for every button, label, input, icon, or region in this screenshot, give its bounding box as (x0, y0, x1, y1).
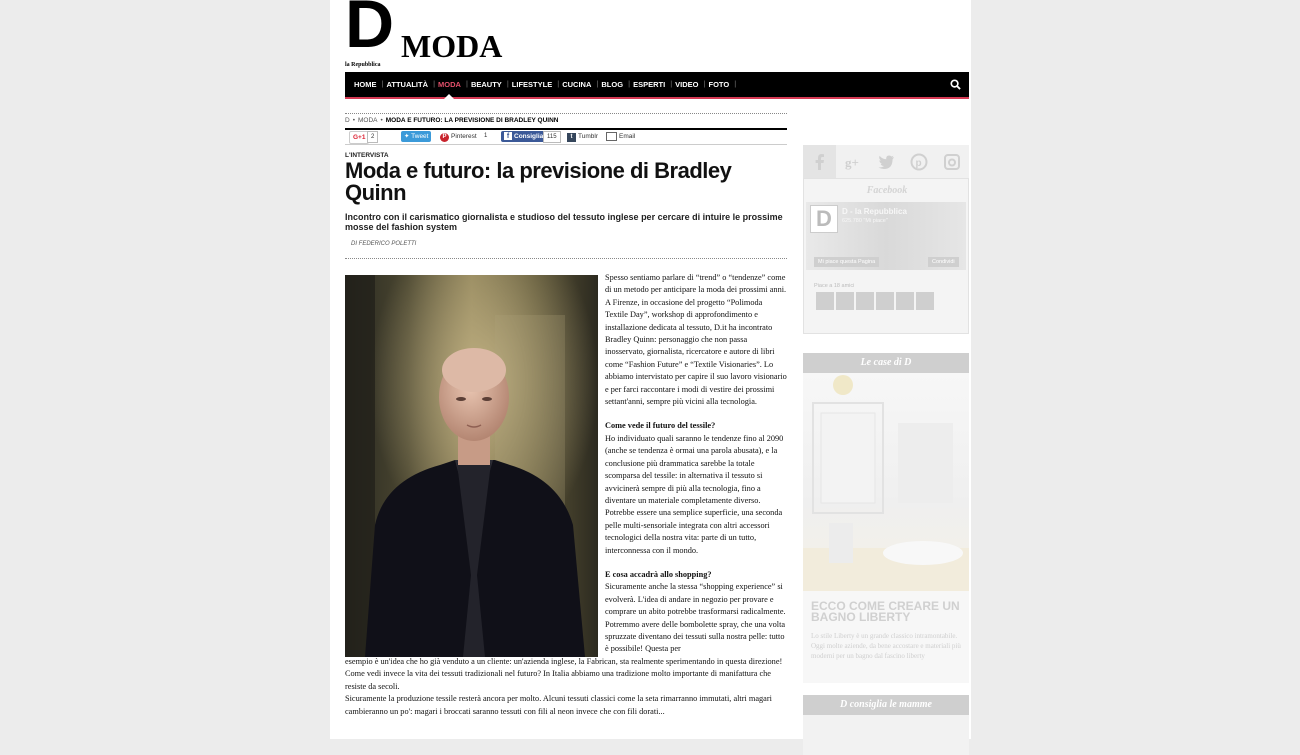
facebook-widget (803, 178, 969, 334)
article-subtitle: Incontro con il carismatico giornalista e studioso del tessuto inglese per cercare di intuire le prossime mosse del fashion system (345, 212, 783, 232)
article-body-full (345, 656, 787, 718)
pinterest-button[interactable] (437, 131, 480, 142)
active-caret-icon (444, 94, 454, 99)
facebook-count: 115 (543, 131, 561, 143)
article-paragraph: Ho individuato quali saranno le tendenze fino al 2090 (anche se tendenza è ormai una parola abusata), e la conclusione più drammatica sarebbe la totale scomparsa del tessile: in alternativa il tessuto si avvicinerà sempre di più alla tecnologia, fino a diventare un materiale completamente diverso. Potrebbe essere una semplice superficie, una seconda pelle multi-sensoriale integrata con altri accessori tecnologici della nostra vita: parte di un tutto, interconnessa con il mondo. (605, 433, 784, 555)
article-photo[interactable] (345, 275, 598, 657)
case-di-d-description: Lo stile Liberty è un grande classico intramontabile. Oggi molte aziende, da bene accostare e materiali più moderni per un bagno dal fascino liberty (811, 632, 961, 660)
friend-avatar[interactable] (916, 292, 934, 310)
bathroom-image (803, 373, 969, 591)
facebook-page-name[interactable]: D - la Repubblica (842, 207, 907, 216)
googleplus-icon (844, 153, 862, 171)
main-nav (345, 72, 969, 99)
article-question: E cosa accadrà allo shopping? (605, 569, 712, 579)
facebook-friends-label: Piace a 18 amici (814, 283, 855, 289)
article-byline: DI FEDERICO POLETTI (351, 241, 417, 247)
article-kicker: L'INTERVISTA (345, 152, 389, 159)
article-title: Moda e futuro: la previsione di Bradley Quinn (345, 158, 732, 205)
consiglia-header: D consiglia le mamme (803, 695, 969, 715)
facebook-share-button[interactable]: Condividi (928, 257, 959, 267)
tumblr-icon: t (567, 133, 576, 142)
nav-item-blog[interactable]: BLOG | (596, 80, 628, 89)
facebook-label: Consiglia (514, 133, 544, 140)
case-di-d-title[interactable]: ECCO COME CREARE UN BAGNO LIBERTY (811, 599, 960, 624)
tab-googleplus[interactable] (836, 145, 869, 178)
email-button[interactable] (603, 131, 638, 142)
instagram-icon (943, 153, 961, 171)
breadcrumb: D • MODA • MODA E FUTURO: LA PREVISIONE DI BRADLEY QUINN (345, 117, 559, 124)
facebook-icon (811, 153, 829, 171)
facebook-page-logo: D (810, 205, 838, 233)
nav-item-attualita[interactable]: ATTUALITÀ | (382, 80, 434, 89)
search-icon[interactable] (950, 79, 961, 90)
nav-item-home[interactable]: HOME | (349, 80, 382, 89)
tab-twitter[interactable] (869, 145, 902, 178)
facebook-page-likes: 625.780 "Mi piace" (842, 218, 888, 224)
gplus-count: 2 (367, 131, 378, 143)
facebook-like-page-button[interactable]: Mi piace questa Pagina (814, 257, 879, 267)
article-body-column (605, 272, 787, 668)
breadcrumb-home[interactable]: D (345, 117, 350, 124)
tab-instagram[interactable] (935, 145, 969, 178)
nav-item-lifestyle[interactable]: LIFESTYLE | (507, 80, 557, 89)
pinterest-label: Pinterest (451, 133, 477, 140)
tumblr-label: Tumblr (578, 133, 598, 140)
logo-word: MODA (401, 28, 503, 64)
nav-item-foto[interactable]: FOTO | (704, 80, 735, 89)
article-question: Come vede il futuro del tessile? (605, 421, 716, 431)
share-bar (345, 130, 787, 145)
social-tabs (803, 145, 969, 178)
case-di-d-header: Le case di D (803, 353, 969, 373)
tweet-label: Tweet (411, 133, 429, 140)
friend-avatar[interactable] (856, 292, 874, 310)
logo-letter: D (345, 0, 393, 62)
consiglia-widget (803, 695, 969, 755)
nav-item-esperti[interactable]: ESPERTI | (628, 80, 670, 89)
twitter-icon (877, 153, 895, 171)
tab-facebook[interactable] (803, 145, 836, 178)
gplus-button[interactable]: G+1 (349, 131, 369, 144)
page (330, 0, 971, 739)
page-background-right (971, 0, 1300, 739)
site-logo[interactable] (345, 0, 515, 70)
article-paragraph: Come vedi invece la vita dei tessuti tradizionali nel futuro? In Italia abbiamo una tradizione molto importante di manifattura che resiste da secoli. (345, 669, 771, 691)
tweet-button[interactable] (401, 131, 431, 142)
tab-pinterest[interactable] (902, 145, 935, 178)
nav-item-label: MODA (438, 80, 461, 89)
friend-avatar[interactable] (896, 292, 914, 310)
pinterest-icon (910, 153, 928, 171)
article-paragraph: Sicuramente anche la stessa “shopping experience” si evolverà. L'idea di andare in negozio per provare e comprare un abito potrebbe trasformarsi radicalmente. Potremmo avere delle bombolette spray, che una volta spruzzate diventano dei tessuti sulla nostra pelle: tutto è possibile! Questa per (605, 582, 786, 654)
friend-avatar[interactable] (816, 292, 834, 310)
facebook-recommend-button[interactable] (501, 131, 546, 142)
friend-avatar[interactable] (836, 292, 854, 310)
pinterest-count: 1 (481, 131, 490, 141)
svg-text:p: p (915, 157, 922, 169)
divider (345, 258, 787, 259)
nav-item-moda[interactable] (433, 80, 466, 89)
article-paragraph: Spesso sentiamo parlare di “trend” o “tendenze” come di un metodo per anticipare la moda dei prossimi anni. A Firenze, in occasione del progetto “Polimoda Textile Day”, workshop di approfondimento e installazione dedicata al tessuto, D.it ha incontrato Bradley Quinn: personaggio che non passa inosservato, giornalista, ricercatore e autore di libri come “Fashion Future” e “Textile Visionaries”. Lo abbiamo intervistato per capire il suo lavoro visionario e per farci raccontare i modi di vestire dei prossimi settant'anni, sempre più vicini alla tecnologia. (605, 273, 787, 407)
breadcrumb-section[interactable]: MODA (357, 117, 378, 124)
email-label: Email (619, 133, 636, 140)
nav-item-beauty[interactable]: BEAUTY | (466, 80, 507, 89)
case-di-d-widget (803, 353, 969, 591)
pinterest-icon: P (440, 133, 449, 142)
twitter-bird-icon: ✦ (404, 133, 412, 140)
tumblr-button[interactable] (564, 131, 601, 142)
breadcrumb-current: MODA E FUTURO: LA PREVISIONE DI BRADLEY QUINN (385, 117, 559, 124)
article-paragraph: esempio è un'idea che ho già venduto a un cliente: un'azienda inglese, la Fabrican, sta realmente sperimentando in questa direzione! (345, 657, 783, 666)
nav-item-video[interactable]: VIDEO | (670, 80, 703, 89)
breadcrumb-bar (345, 113, 787, 130)
facebook-icon: f (504, 132, 512, 140)
friend-avatar[interactable] (876, 292, 894, 310)
case-di-d-photo[interactable] (803, 373, 969, 591)
envelope-icon (606, 132, 617, 141)
nav-item-cucina[interactable]: CUCINA | (557, 80, 596, 89)
facebook-page-cover[interactable] (806, 202, 966, 270)
article-paragraph: Sicuramente la produzione tessile resterà ancora per molto. Alcuni tessuti classici come la seta rimarranno immutati, altri magari cambieranno un po': magari i broccati saranno tessuti con fili al neon invece che con fili dorati... (345, 694, 772, 716)
svg-text:g+: g+ (844, 154, 859, 170)
facebook-widget-title: Facebook (866, 185, 908, 196)
logo-sub: la Repubblica (345, 62, 381, 68)
